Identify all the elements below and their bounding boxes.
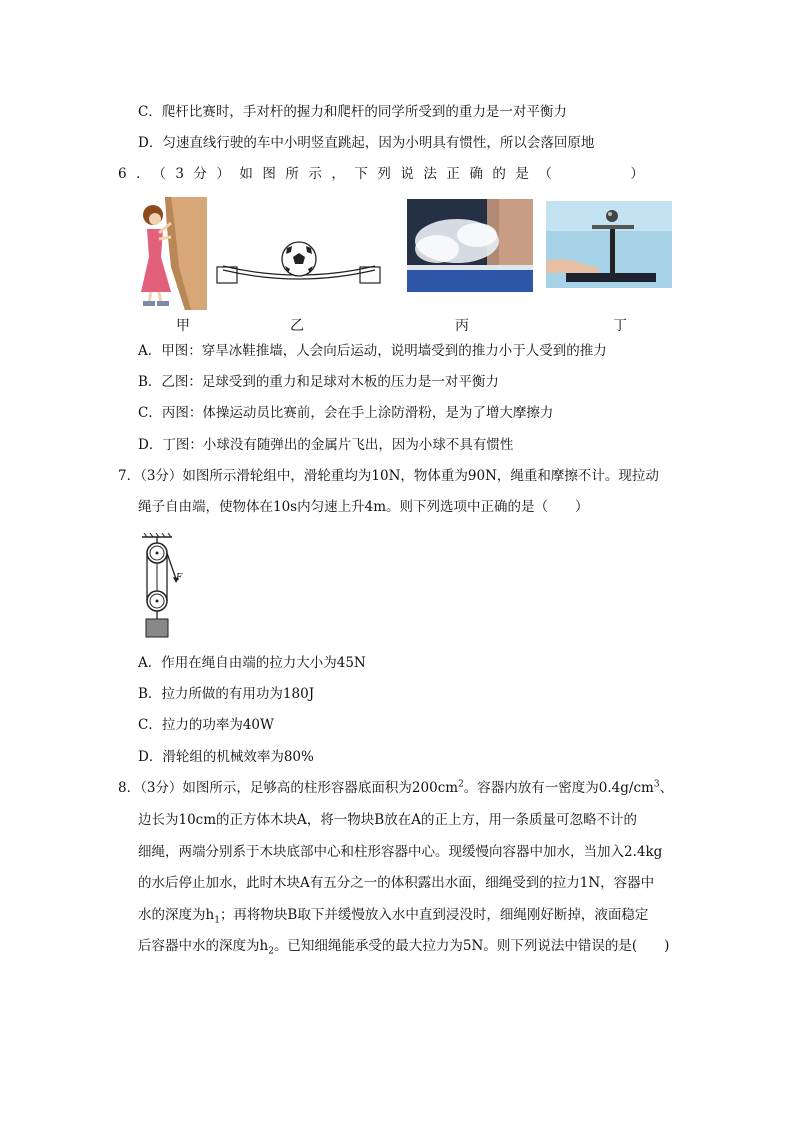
figure-jia-image	[135, 197, 207, 310]
q6-option-d: D．丁图：小球没有随弹出的金属片飞出，因为小球不具有惯性	[138, 437, 514, 453]
q8-l1-part-c: 、	[659, 780, 674, 796]
q7-option-b: B．拉力所做的有用功为180J	[138, 686, 315, 702]
girl-pushing-wall-icon	[135, 197, 207, 310]
q8-l1-part-b: 。容器内放有一密度为0.4g/cm	[463, 780, 654, 796]
q7-stem-line1: 7．（3分）如图所示滑轮组中，滑轮重均为10N，物体重为90N，绳重和摩擦不计。现拉动	[118, 468, 659, 484]
q8-l5-part-b: ；再将物块B取下并缓慢放入水中直到浸没时，细绳刚好断掉，液面稳定	[219, 907, 649, 923]
q7-option-a: A．作用在绳自由端的拉力大小为45N	[138, 655, 366, 671]
q8-l5-part-a: 水的深度为h	[138, 907, 215, 923]
q8-stem-line3: 细绳，两端分别系于木块底部中心和柱形容器中心。现缓慢向容器中加水，当加入2.4kg	[138, 844, 663, 860]
q5-option-c: C．爬杆比赛时，手对杆的握力和爬杆的同学所受到的重力是一对平衡力	[138, 104, 567, 120]
q6-option-b: B．乙图：足球受到的重力和足球对木板的压力是一对平衡力	[138, 374, 499, 390]
q7-stem-line2: 绳子自由端，使物体在10s内匀速上升4m。则下列选项中正确的是（ ）	[138, 499, 589, 515]
q8-l6-part-b: 。已知细绳能承受的最大拉力为5N。则下列说法中错误的是( )	[273, 938, 670, 954]
q6-option-a: A．甲图：穿旱冰鞋推墙，人会向后运动，说明墙受到的推力小于人受到的推力	[138, 343, 607, 359]
q6-stem: 6．（3分）如图所示，下列说法正确的是（ ）	[118, 166, 654, 182]
q5-option-d: D．匀速直线行驶的车中小明竖直跳起，因为小明具有惯性，所以会落回原地	[138, 135, 595, 151]
q7-option-c: C．拉力的功率为40W	[138, 717, 274, 733]
q8-stem-line6	[138, 937, 669, 955]
figure-yi-image	[215, 238, 383, 288]
q8-l5-sub: 1	[214, 915, 220, 926]
q8-stem-line5	[138, 906, 648, 924]
q6-option-c: C．丙图：体操运动员比赛前，会在手上涂防滑粉，是为了增大摩擦力	[138, 405, 554, 421]
figure-jia-caption: 甲	[176, 318, 190, 334]
pulley-system-icon	[140, 533, 190, 641]
figure-bing-image	[407, 199, 533, 292]
force-label-f: F	[176, 573, 183, 583]
figure-yi-caption: 乙	[290, 318, 304, 334]
q8-l6-sub: 2	[268, 946, 274, 957]
q8-l6-part-a: 后容器中水的深度为h	[138, 938, 269, 954]
q8-l1-sup: 2	[458, 779, 464, 790]
q8-stem-line1	[118, 779, 673, 797]
q8-l1-part-a: 8．（3分）如图所示，足够高的柱形容器底面积为200cm	[118, 780, 459, 796]
figure-bing-caption: 丙	[455, 318, 469, 334]
q8-l1-sup2: 3	[653, 779, 660, 790]
gymnast-chalk-hands-icon	[407, 199, 533, 292]
figure-ding-image	[546, 201, 672, 288]
soccer-ball-on-plank-icon	[215, 238, 383, 288]
pulley-system-figure	[140, 533, 190, 641]
figure-ding-caption: 丁	[613, 318, 627, 334]
inertia-ball-apparatus-icon	[546, 201, 672, 288]
q8-stem-line4: 的水后停止加水，此时木块A有五分之一的体积露出水面，细绳受到的拉力1N，容器中	[138, 875, 655, 891]
q8-stem-line2: 边长为10cm的正方体木块A，将一物块B放在A的正上方，用一条质量可忽略不计的	[138, 812, 637, 828]
q7-option-d: D．滑轮组的机械效率为80%	[138, 749, 314, 765]
